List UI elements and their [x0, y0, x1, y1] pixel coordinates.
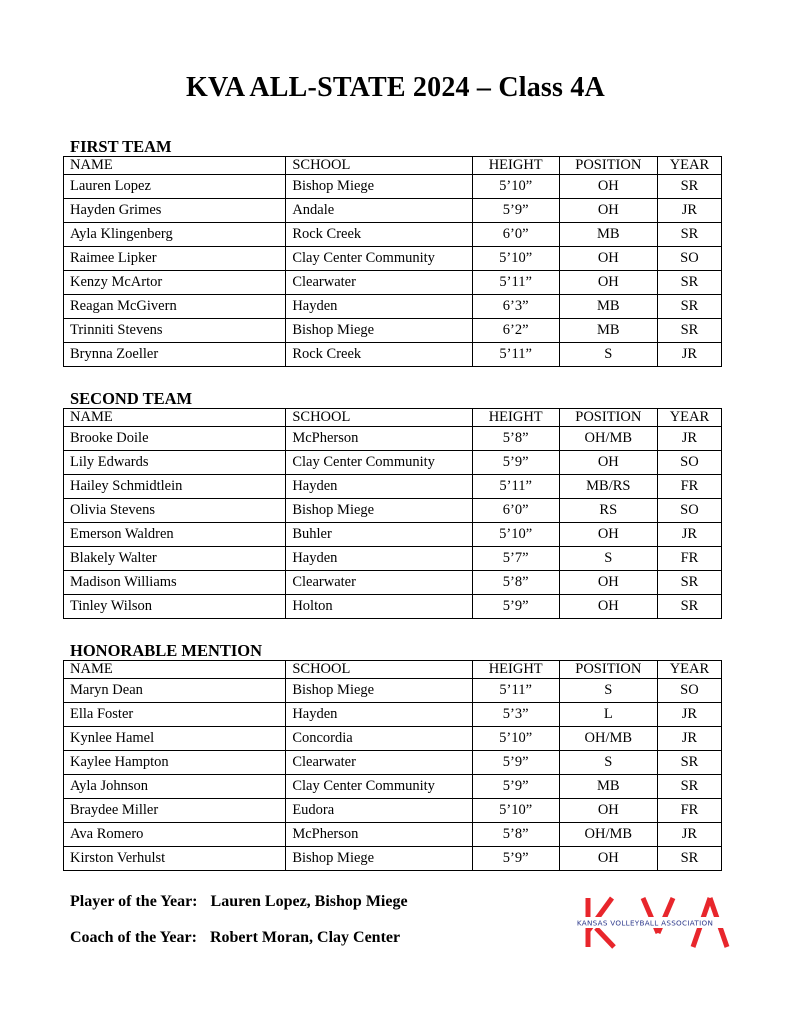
player-of-year: [70, 893, 408, 911]
table-row: [64, 427, 722, 451]
height-cell: 5’11”: [472, 475, 559, 499]
player-name: Kirston Verhulst: [64, 847, 286, 871]
table-row: [64, 523, 722, 547]
position-cell: OH: [559, 523, 657, 547]
year-cell: JR: [657, 427, 721, 451]
position-cell: OH: [559, 451, 657, 475]
height-cell: 5’3”: [472, 703, 559, 727]
height-cell: 5’8”: [472, 571, 559, 595]
year-cell: SR: [657, 775, 721, 799]
height-cell: 5’7”: [472, 547, 559, 571]
height-cell: 5’9”: [472, 199, 559, 223]
year-cell: JR: [657, 703, 721, 727]
height-cell: 5’9”: [472, 775, 559, 799]
position-cell: MB: [559, 319, 657, 343]
height-cell: 5’10”: [472, 727, 559, 751]
school-name: Bishop Miege: [286, 319, 472, 343]
table-row: [64, 679, 722, 703]
position-cell: OH: [559, 175, 657, 199]
year-cell: JR: [657, 727, 721, 751]
table-row: [64, 751, 722, 775]
table-row: [64, 295, 722, 319]
height-cell: 6’0”: [472, 223, 559, 247]
table-row: [64, 571, 722, 595]
height-cell: 5’9”: [472, 595, 559, 619]
year-cell: JR: [657, 523, 721, 547]
school-name: Bishop Miege: [286, 679, 472, 703]
position-cell: OH: [559, 847, 657, 871]
player-name: Brooke Doile: [64, 427, 286, 451]
player-name: Reagan McGivern: [64, 295, 286, 319]
column-header: POSITION: [559, 661, 657, 679]
school-name: Rock Creek: [286, 223, 472, 247]
school-name: Buhler: [286, 523, 472, 547]
year-cell: SR: [657, 571, 721, 595]
player-name: Brynna Zoeller: [64, 343, 286, 367]
table-row: [64, 799, 722, 823]
height-cell: 5’10”: [472, 247, 559, 271]
column-header: POSITION: [559, 157, 657, 175]
school-name: Clearwater: [286, 271, 472, 295]
year-cell: SR: [657, 595, 721, 619]
player-name: Raimee Lipker: [64, 247, 286, 271]
school-name: Clay Center Community: [286, 247, 472, 271]
table-row: [64, 703, 722, 727]
column-header: NAME: [64, 157, 286, 175]
year-cell: FR: [657, 475, 721, 499]
column-header: HEIGHT: [472, 409, 559, 427]
year-cell: SO: [657, 499, 721, 523]
height-cell: 5’10”: [472, 175, 559, 199]
player-name: Kynlee Hamel: [64, 727, 286, 751]
year-cell: SO: [657, 679, 721, 703]
school-name: Bishop Miege: [286, 175, 472, 199]
year-cell: SO: [657, 247, 721, 271]
school-name: Concordia: [286, 727, 472, 751]
column-header: SCHOOL: [286, 409, 472, 427]
player-name: Madison Williams: [64, 571, 286, 595]
school-name: Andale: [286, 199, 472, 223]
position-cell: OH/MB: [559, 727, 657, 751]
table-row: [64, 175, 722, 199]
school-name: Clearwater: [286, 571, 472, 595]
player-name: Kenzy McArtor: [64, 271, 286, 295]
player-of-year-label: Player of the Year:: [70, 893, 198, 910]
position-cell: OH: [559, 271, 657, 295]
school-name: Bishop Miege: [286, 847, 472, 871]
logo-tagline: KANSAS VOLLEYBALL ASSOCIATION: [576, 918, 714, 928]
height-cell: 5’9”: [472, 751, 559, 775]
height-cell: 5’11”: [472, 271, 559, 295]
height-cell: 6’3”: [472, 295, 559, 319]
column-header: NAME: [64, 409, 286, 427]
position-cell: S: [559, 751, 657, 775]
height-cell: 5’11”: [472, 679, 559, 703]
coach-of-year-label: Coach of the Year:: [70, 929, 197, 946]
player-name: Ava Romero: [64, 823, 286, 847]
position-cell: MB: [559, 295, 657, 319]
year-cell: SR: [657, 847, 721, 871]
page-title: KVA ALL-STATE 2024 – Class 4A: [186, 72, 605, 103]
table-row: [64, 547, 722, 571]
height-cell: 5’9”: [472, 451, 559, 475]
player-name: Ayla Johnson: [64, 775, 286, 799]
player-of-year-value: Lauren Lopez, Bishop Miege: [210, 893, 408, 910]
height-cell: 5’11”: [472, 343, 559, 367]
section-heading: FIRST TEAM: [70, 137, 172, 156]
year-cell: SR: [657, 319, 721, 343]
roster-table: [63, 408, 722, 619]
year-cell: SR: [657, 175, 721, 199]
position-cell: OH: [559, 199, 657, 223]
year-cell: JR: [657, 199, 721, 223]
column-header: SCHOOL: [286, 157, 472, 175]
player-name: Hayden Grimes: [64, 199, 286, 223]
roster-table: [63, 156, 722, 367]
player-name: Ella Foster: [64, 703, 286, 727]
player-name: Ayla Klingenberg: [64, 223, 286, 247]
column-header: YEAR: [657, 661, 721, 679]
table-row: [64, 595, 722, 619]
position-cell: OH/MB: [559, 823, 657, 847]
position-cell: MB: [559, 223, 657, 247]
position-cell: OH: [559, 571, 657, 595]
position-cell: MB/RS: [559, 475, 657, 499]
height-cell: 6’0”: [472, 499, 559, 523]
position-cell: L: [559, 703, 657, 727]
year-cell: SR: [657, 751, 721, 775]
school-name: Rock Creek: [286, 343, 472, 367]
height-cell: 5’9”: [472, 847, 559, 871]
table-row: [64, 775, 722, 799]
school-name: Bishop Miege: [286, 499, 472, 523]
year-cell: SO: [657, 451, 721, 475]
player-name: Braydee Miller: [64, 799, 286, 823]
player-name: Kaylee Hampton: [64, 751, 286, 775]
position-cell: S: [559, 679, 657, 703]
table-row: [64, 319, 722, 343]
school-name: Clearwater: [286, 751, 472, 775]
position-cell: S: [559, 547, 657, 571]
player-name: Blakely Walter: [64, 547, 286, 571]
column-header: HEIGHT: [472, 157, 559, 175]
position-cell: RS: [559, 499, 657, 523]
school-name: Holton: [286, 595, 472, 619]
year-cell: SR: [657, 271, 721, 295]
table-row: [64, 247, 722, 271]
height-cell: 5’8”: [472, 823, 559, 847]
player-name: Olivia Stevens: [64, 499, 286, 523]
header-row: [64, 409, 722, 427]
coach-of-year: [70, 929, 400, 947]
column-header: NAME: [64, 661, 286, 679]
table-row: [64, 343, 722, 367]
school-name: Hayden: [286, 295, 472, 319]
player-name: Tinley Wilson: [64, 595, 286, 619]
header-row: [64, 157, 722, 175]
kva-logo: [560, 895, 730, 950]
school-name: Clay Center Community: [286, 451, 472, 475]
player-name: Lily Edwards: [64, 451, 286, 475]
height-cell: 5’8”: [472, 427, 559, 451]
height-cell: 5’10”: [472, 523, 559, 547]
year-cell: JR: [657, 823, 721, 847]
table-row: [64, 199, 722, 223]
column-header: YEAR: [657, 409, 721, 427]
school-name: McPherson: [286, 427, 472, 451]
year-cell: FR: [657, 799, 721, 823]
year-cell: SR: [657, 223, 721, 247]
table-row: [64, 727, 722, 751]
school-name: Hayden: [286, 475, 472, 499]
year-cell: JR: [657, 343, 721, 367]
table-row: [64, 451, 722, 475]
player-name: Emerson Waldren: [64, 523, 286, 547]
year-cell: FR: [657, 547, 721, 571]
table-row: [64, 847, 722, 871]
position-cell: MB: [559, 775, 657, 799]
table-row: [64, 271, 722, 295]
roster-table: [63, 660, 722, 871]
column-header: POSITION: [559, 409, 657, 427]
column-header: HEIGHT: [472, 661, 559, 679]
player-name: Lauren Lopez: [64, 175, 286, 199]
position-cell: S: [559, 343, 657, 367]
player-name: Hailey Schmidtlein: [64, 475, 286, 499]
section-heading: SECOND TEAM: [70, 389, 193, 408]
school-name: Eudora: [286, 799, 472, 823]
player-name: Maryn Dean: [64, 679, 286, 703]
column-header: YEAR: [657, 157, 721, 175]
position-cell: OH: [559, 247, 657, 271]
section-heading: HONORABLE MENTION: [70, 641, 263, 660]
column-header: SCHOOL: [286, 661, 472, 679]
position-cell: OH/MB: [559, 427, 657, 451]
height-cell: 6’2”: [472, 319, 559, 343]
table-row: [64, 475, 722, 499]
school-name: Clay Center Community: [286, 775, 472, 799]
header-row: [64, 661, 722, 679]
school-name: McPherson: [286, 823, 472, 847]
position-cell: OH: [559, 595, 657, 619]
school-name: Hayden: [286, 547, 472, 571]
height-cell: 5’10”: [472, 799, 559, 823]
table-row: [64, 499, 722, 523]
school-name: Hayden: [286, 703, 472, 727]
player-name: Trinniti Stevens: [64, 319, 286, 343]
coach-of-year-value: Robert Moran, Clay Center: [209, 929, 401, 946]
year-cell: SR: [657, 295, 721, 319]
table-row: [64, 223, 722, 247]
position-cell: OH: [559, 799, 657, 823]
table-row: [64, 823, 722, 847]
